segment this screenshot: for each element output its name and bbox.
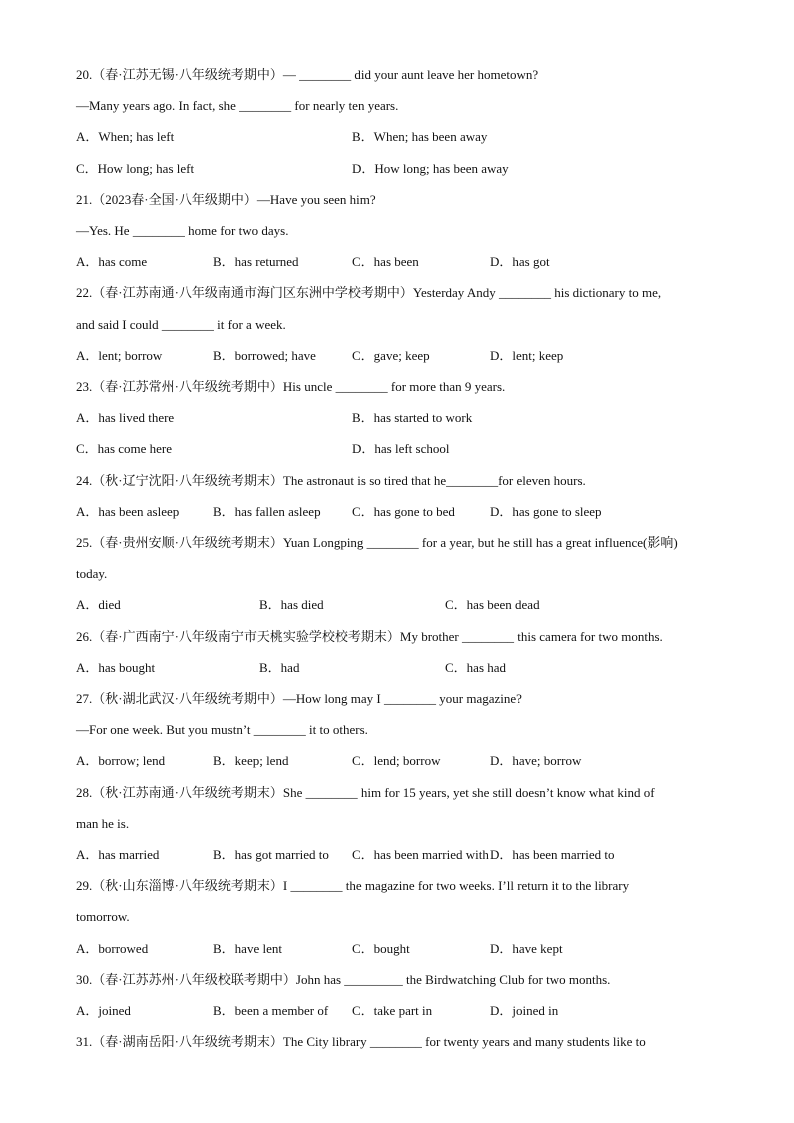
answer-option: B．borrowed; have: [213, 347, 316, 363]
question-stem: 31.（春·湖南岳阳·八年级统考期末）The City library ________ for twenty years and many students like to: [76, 1034, 646, 1050]
question-stem-continued: and said I could ________ it for a week.: [76, 316, 286, 332]
answer-option: A．died: [76, 597, 121, 613]
question-stem-continued: —For one week. But you mustn’t ________ it to others.: [76, 722, 368, 738]
question-stem: 26.（春·广西南宁·八年级南宁市天桃实验学校校考期末）My brother ________ this camera for two months.: [76, 628, 663, 644]
question-stem: 24.（秋·辽宁沈阳·八年级统考期末）The astronaut is so tired that he________for eleven hours.: [76, 472, 586, 488]
answer-option: B．has died: [259, 597, 324, 613]
answer-option: A．has come: [76, 254, 148, 270]
answer-option: B．have lent: [213, 940, 282, 956]
question-stem: 25.（春·贵州安顺·八年级统考期末）Yuan Longping ________ for a year, but he still has a great influence(影响): [76, 535, 678, 550]
answer-option: B．When; has been away: [352, 129, 488, 145]
answer-option: C．gave; keep: [352, 347, 430, 363]
answer-option: C．take part in: [352, 1003, 433, 1018]
answer-option: C．bought: [352, 940, 410, 956]
answer-option: A．has bought: [76, 659, 156, 675]
question-stem-continued: today.: [76, 566, 108, 582]
answer-option: A．borrow; lend: [76, 753, 166, 769]
answer-option: D．have kept: [490, 940, 563, 956]
answer-option: C．How long; has left: [76, 160, 195, 176]
answer-option: B．has got married to: [213, 847, 329, 862]
question-stem: 28.（秋·江苏南通·八年级统考期末）She ________ him for 15 years, yet she still doesn’t know what kind of: [76, 784, 655, 800]
answer-option: B．had: [259, 659, 300, 675]
question-stem: 30.（春·江苏苏州·八年级校联考期中）John has _________ the Birdwatching Club for two months.: [76, 971, 611, 987]
answer-option: D．has been married to: [490, 847, 615, 862]
answer-option: D．have; borrow: [490, 753, 582, 769]
answer-option: B．has returned: [213, 254, 299, 270]
answer-option: B．been a member of: [213, 1003, 329, 1018]
answer-option: C．has been dead: [445, 597, 540, 613]
answer-option: D．has left school: [352, 441, 450, 457]
answer-option: C．has had: [445, 659, 507, 675]
answer-option: A．has lived there: [76, 410, 175, 426]
answer-option: A．has been asleep: [76, 503, 180, 519]
answer-option: A．joined: [76, 1003, 131, 1018]
question-stem: 22.（春·江苏南通·八年级南通市海门区东洲中学校考期中）Yesterday Andy ________ his dictionary to me,: [76, 285, 662, 301]
question-stem: 27.（秋·湖北武汉·八年级统考期中）—How long may I ________ your magazine?: [76, 691, 522, 706]
answer-option: C．has come here: [76, 441, 173, 457]
question-stem-continued: man he is.: [76, 815, 130, 831]
answer-option: A．borrowed: [76, 940, 149, 956]
answer-option: B．keep; lend: [213, 753, 289, 769]
answer-option: C．has been married with: [352, 847, 489, 862]
answer-option: C．lend; borrow: [352, 753, 441, 769]
answer-option: C．has been: [352, 254, 419, 270]
answer-option: A．has married: [76, 847, 160, 862]
answer-option: A．When; has left: [76, 129, 175, 145]
answer-option: D．How long; has been away: [352, 160, 509, 176]
answer-option: C．has gone to bed: [352, 503, 455, 519]
question-stem: 29.（秋·山东淄博·八年级统考期末）I ________ the magazine for two weeks. I’ll return it to the library: [76, 878, 630, 894]
answer-option: D．has got: [490, 254, 550, 270]
question-stem: 23.（春·江苏常州·八年级统考期中）His uncle ________ for more than 9 years.: [76, 379, 506, 394]
answer-option: B．has fallen asleep: [213, 503, 321, 519]
question-stem-continued: —Many years ago. In fact, she ________ for nearly ten years.: [76, 98, 399, 114]
answer-option: D．lent; keep: [490, 347, 564, 363]
answer-option: D．has gone to sleep: [490, 503, 602, 519]
answer-option: B．has started to work: [352, 410, 473, 426]
answer-option: D．joined in: [490, 1003, 559, 1018]
question-stem: 20.（春·江苏无锡·八年级统考期中）— ________ did your aunt leave her hometown?: [76, 67, 539, 82]
question-stem-continued: —Yes. He ________ home for two days.: [76, 223, 289, 238]
answer-option: A．lent; borrow: [76, 347, 163, 363]
question-stem: 21.（2023春·全国·八年级期中）—Have you seen him?: [76, 191, 376, 207]
question-stem-continued: tomorrow.: [76, 909, 130, 925]
